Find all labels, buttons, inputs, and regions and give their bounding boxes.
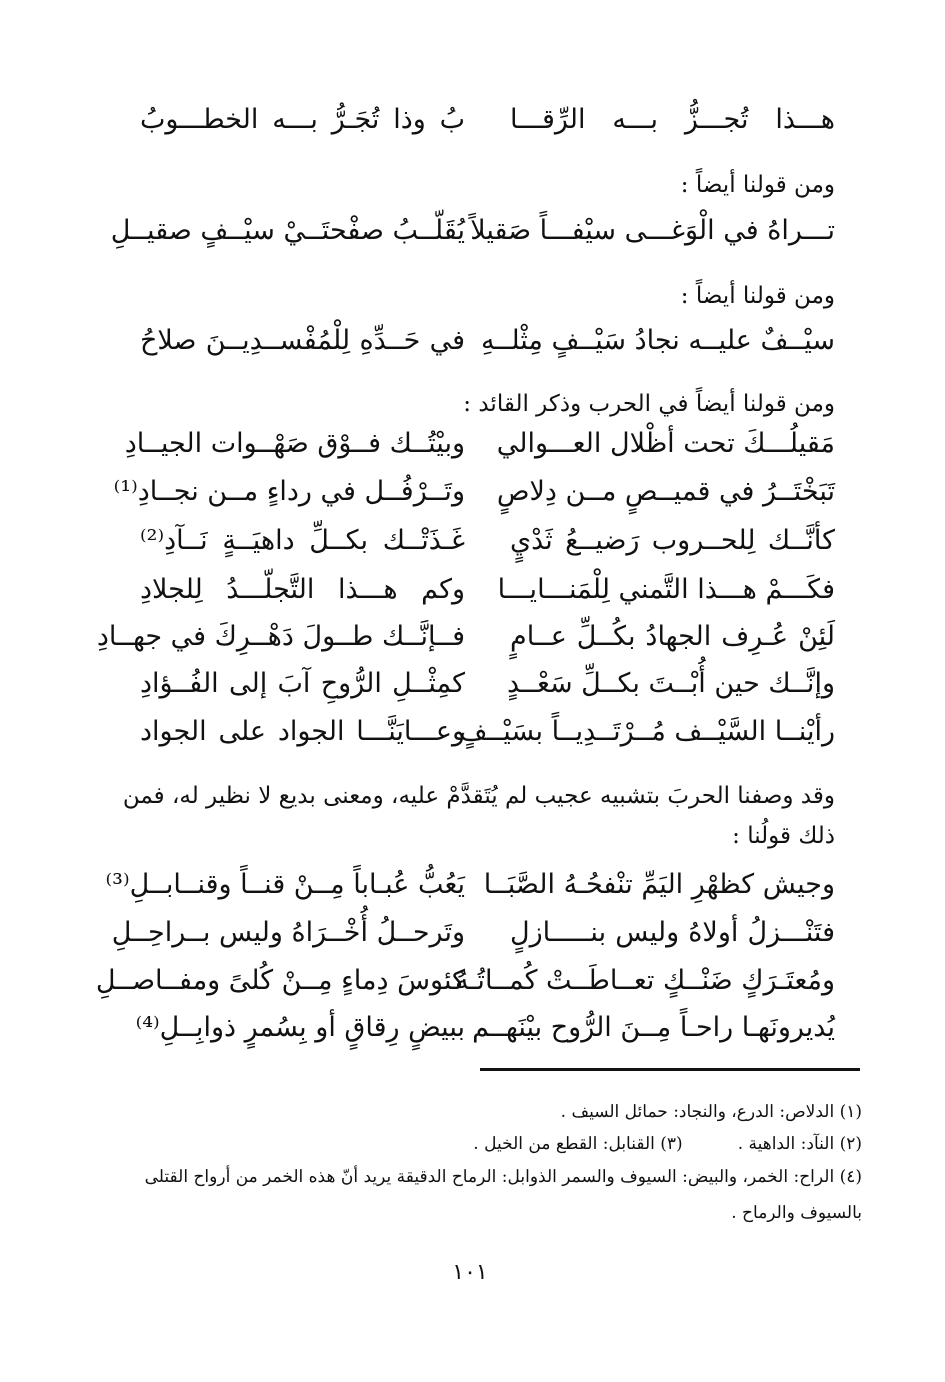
- hemistich-second: غَـذَتْــك بكــلِّ داهيَــةٍ نَــآدِ⁽²⁾: [140, 525, 465, 556]
- hemistich-second: كئوسَ دِماءٍ مِــنْ كُلىً ومفــاصــلِ: [95, 965, 465, 996]
- section3-heading: ومن قولنا أيضاً في الحرب وذكر القائد :: [463, 391, 835, 417]
- prose-line: وقد وصفنا الحربَ بتشبيه عجيب لم يُتَقدَّمْ عليه، ومعنى بديع لا نظير له، فمن: [122, 783, 835, 809]
- footnote-4-line1: (٤) الراح: الخمر، والبيض: السيوف والسمر الذوابل: الرماح الدقيقة يريد أنّ هذه الخمر من أرواح القتلى: [144, 1167, 862, 1187]
- verse-row: [96, 614, 835, 660]
- footnote-row-2-3: [105, 1129, 862, 1159]
- hemistich-first: تَبَخْتَــرُ في قميــصٍ مــن دِلاصٍ: [496, 476, 835, 507]
- hemistich-first: وإنَّــك حين أُبْــتَ بكــلِّ سَعْــدٍ: [506, 668, 835, 699]
- verse-row: [124, 421, 835, 467]
- hemistich-first: يُديرونَهـا راحـاً مِــنَ الرُّوح بيْنَهــم: [472, 1012, 835, 1043]
- hemistich-first: وجيش كظهْرِ اليَمِّ تنْفحُـهُ الصَّبَــا: [483, 869, 835, 900]
- section2-heading: ومن قولنا أيضاً :: [680, 283, 835, 309]
- hemistich-first: هـــذا تُجـــزُّ بـــه الرِّقـــا: [510, 104, 835, 135]
- hemistich-second: وكم هـــذا التَّجلّـــدُ لِلجلادِ: [140, 574, 465, 605]
- verse-row: [140, 709, 835, 755]
- footnote-divider: [480, 1068, 860, 1071]
- prose-paragraph: [105, 776, 835, 856]
- hemistich-second: وتَــرْفُــل في رداءٍ مــن نجــادِ⁽¹⁾: [113, 476, 465, 507]
- hemistich-second: بُ وذا تُجَـرُّ بـــه الخطـــوبُ: [140, 104, 465, 135]
- verse-row: [140, 518, 835, 564]
- verse-row: [95, 958, 835, 1004]
- footnote-3: (٣) القنابل: القطع من الخيل .: [473, 1134, 683, 1154]
- verse-section2: [140, 318, 835, 364]
- hemistich-first: فكَـــمْ هـــذا التَّمني لِلْمَنـــايـــا: [497, 574, 835, 605]
- hemistich-second: يُقَلّــبُ صفْحتَــيْ سيْــفٍ صقيــلِ: [110, 215, 465, 246]
- hemistich-second: وبيْتُــك فــوْق صَهْــوات الجيــادِ: [124, 428, 465, 459]
- hemistich-first: ومُعتَـرَكٍ ضَنْــكٍ تعــاطَــتْ كُمــاتُـهُ: [455, 965, 835, 996]
- verse-row: [105, 862, 835, 908]
- hemistich-second: يَعُبُّ عُبـاباً مِــنْ قنــاً وقنــابــلِ⁽³⁾: [105, 869, 465, 900]
- hemistich-second: في حَــدِّهِ لِلْمُفْســدِيــنَ صلاحُ: [140, 325, 465, 356]
- hemistich-second: فــإنَّــك طــولَ دَهْــرِكَ في جهــادِ: [96, 621, 465, 652]
- hemistich-first: سيْــفٌ عليــه نجادُ سَيْــفٍ مِثْلــهِ: [481, 325, 835, 356]
- verse-row: [113, 469, 835, 515]
- footnote-1: (١) الدلاص: الدرع، والنجاد: حمائل السيف .: [560, 1102, 862, 1122]
- prose-line: ذلك قولُنا :: [732, 823, 835, 849]
- footnote-4-line2: بالسيوف والرماح .: [731, 1203, 862, 1223]
- verse-row: [140, 661, 835, 707]
- hemistich-first: كأنَّــك لِلحــروب رَضيــعُ ثَدْيٍ: [510, 525, 835, 556]
- hemistich-first: تـــراهُ في الْوَغـــى سيْفـــاً صَقيلاً: [470, 215, 835, 246]
- hemistich-first: لَئِنْ عُـرِف الجهادُ بكُــلِّ عــامٍ: [510, 621, 835, 652]
- hemistich-second: وعـــايَنَّـــا الجواد على الجواد: [140, 716, 465, 747]
- verse-row: [135, 1005, 835, 1051]
- hemistich-second: وتَرحــلُ أُخْــرَاهُ وليس بــراحِــلِ: [111, 917, 465, 948]
- hemistich-first: فتَنْـــزلُ أولاهُ وليس بنـــــازلٍ: [510, 917, 835, 948]
- verse-section1: [110, 208, 835, 254]
- section1-heading: ومن قولنا أيضاً :: [680, 172, 835, 198]
- hemistich-first: مَقيلُـــكَ تحت أظْلال العـــوالي: [496, 428, 835, 459]
- page-number: ١٠١: [452, 1260, 488, 1285]
- footnote-2: (٢) النآد: الداهية .: [737, 1134, 862, 1154]
- hemistich-second: ببيضٍ رِقاقٍ أو بِسُمرٍ ذوابِــلِ⁽⁴⁾: [135, 1012, 465, 1043]
- hemistich-first: رأيْنــا السَّيْــف مُــرْتَــدِيــاً بسَيْــفٍ: [459, 716, 835, 747]
- hemistich-second: كمِثْــلِ الرُّوحِ آبَ إلى الفُــؤادِ: [140, 668, 465, 699]
- verse-row: [111, 910, 835, 956]
- verse-row: [140, 567, 835, 613]
- verse-top: [140, 97, 835, 143]
